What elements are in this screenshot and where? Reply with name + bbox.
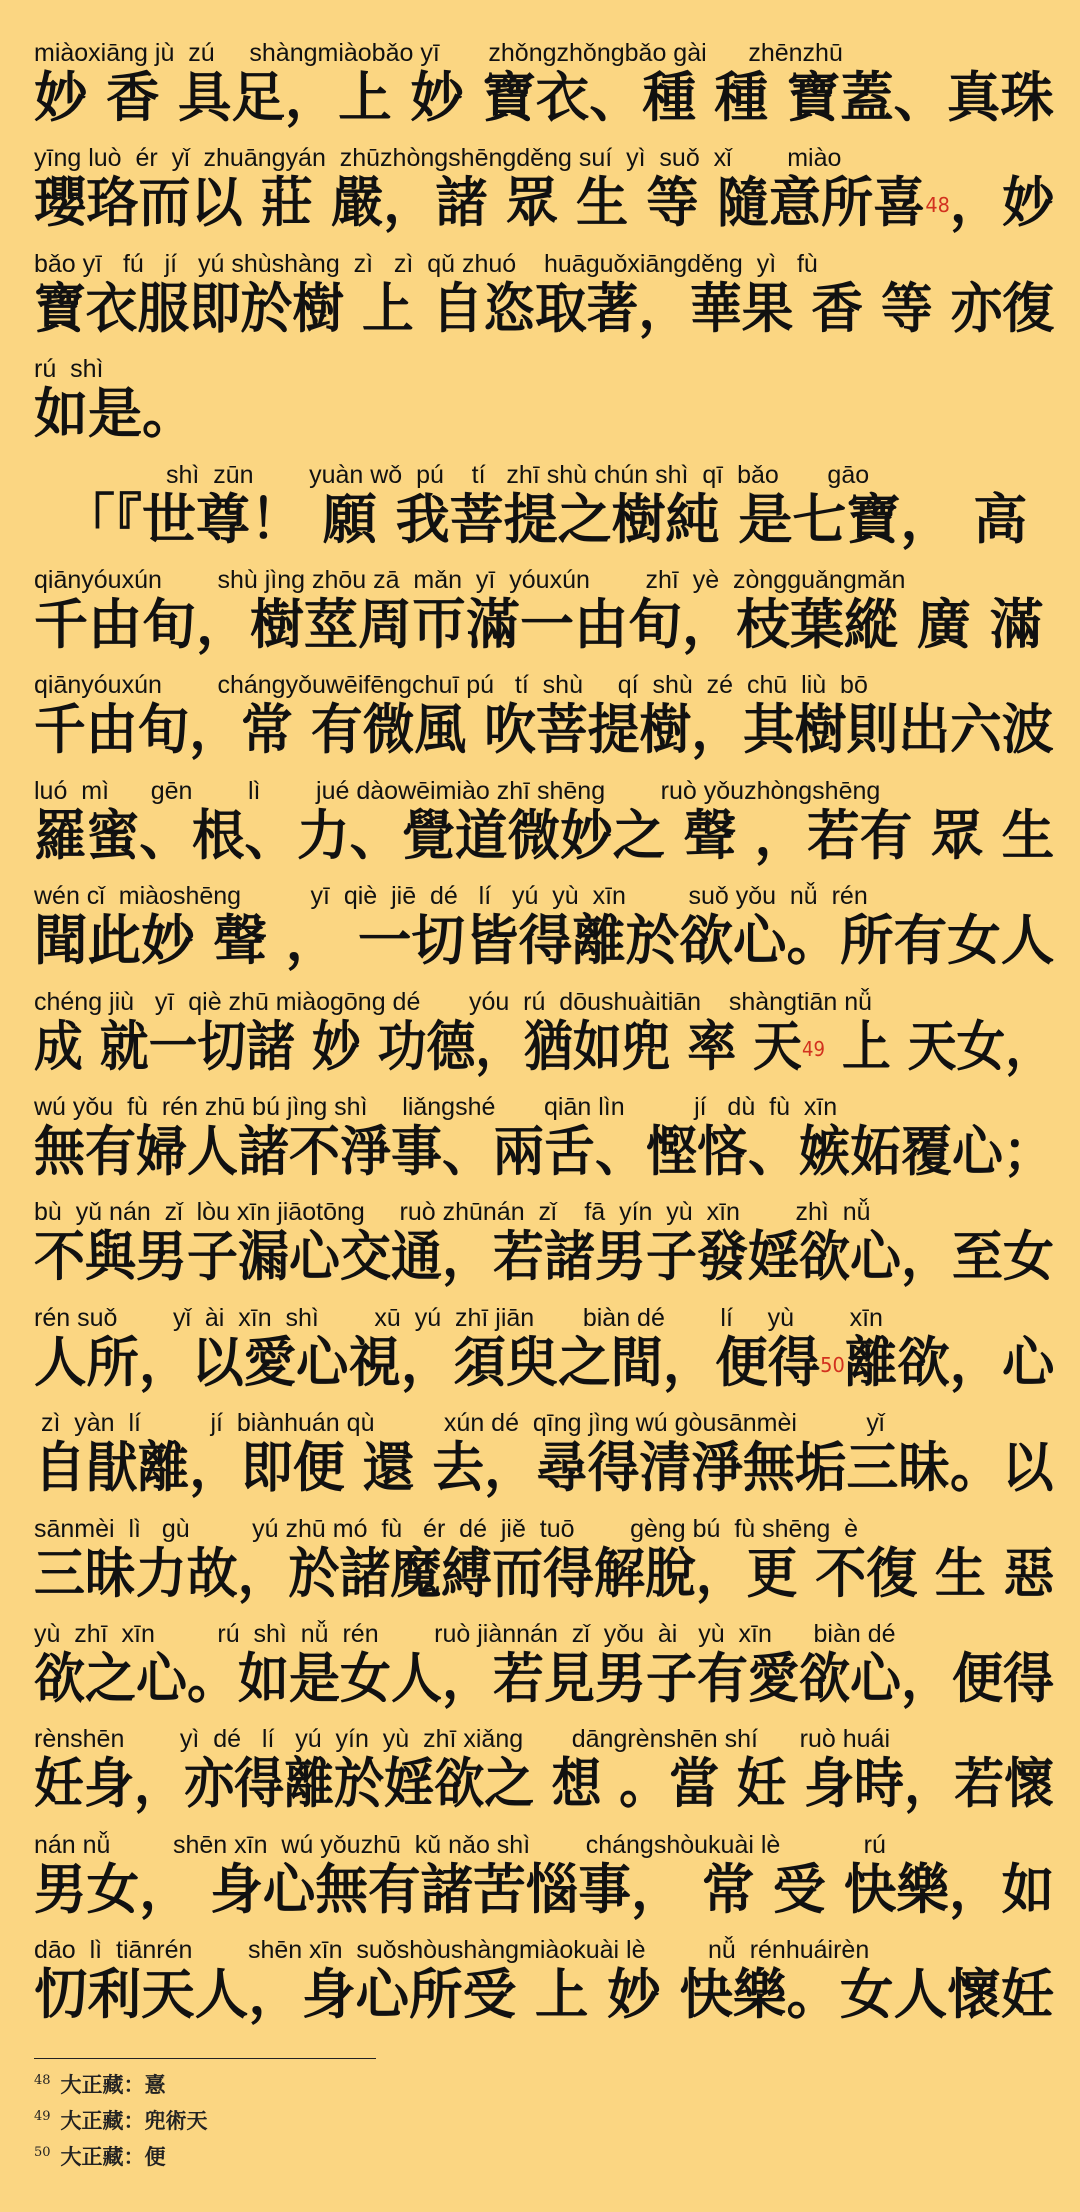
hanzi-segment: 寶衣服即於樹 上 自恣取著，華果 香 等 亦復 <box>34 277 1054 340</box>
text-line <box>0 1303 1080 1399</box>
text-line <box>0 776 1080 872</box>
text-line <box>0 1619 1080 1715</box>
hanzi-segment: 上 天女， <box>824 1015 1055 1078</box>
hanzi-text <box>34 593 1044 657</box>
text-line <box>0 881 1080 977</box>
footnote-number: 48 <box>34 2073 51 2088</box>
hanzi-text <box>34 1331 1054 1395</box>
pinyin-annotation: bǎo yī fú jí yú shùshàng zì zì qǔ zhuó huāguǒxiāngděng yì fù <box>34 250 818 278</box>
pinyin-annotation: zì yàn lí jí biànhuán qù xún dé qīng jìng wú gòusānmèi yǐ <box>34 1409 885 1437</box>
footnote-text: 大正藏：便 <box>60 2144 166 2169</box>
hanzi-text <box>34 66 1054 130</box>
pinyin-annotation: wén cǐ miàoshēng yī qiè jiē dé lí yú yù xīn suǒ yǒu nǚ rén <box>34 882 868 910</box>
hanzi-segment: 妙 香 具足，上 妙 寶衣、種 種 寶蓋、真珠 <box>34 66 1054 129</box>
footnote <box>34 2070 166 2100</box>
hanzi-segment: 成 就一切諸 妙 功德，猶如兜 率 天 <box>34 1015 802 1078</box>
pinyin-annotation: chéng jiù yī qiè zhū miàogōng dé yóu rú dōushuàitiān shàngtiān nǚ <box>34 988 873 1016</box>
text-line <box>0 460 1080 556</box>
hanzi-text <box>34 1858 1054 1922</box>
hanzi-segment: 妊身，亦得離於婬欲之 想 。當 妊 身時，若懷 <box>34 1752 1055 1815</box>
hanzi-segment: 聞此妙 聲 ， 一切皆得離於欲心。所有女人 <box>34 909 1055 972</box>
footnote-marker: 48 <box>925 193 950 217</box>
footnote-text: 大正藏：兜術天 <box>60 2108 208 2133</box>
hanzi-segment: 不與男子漏心交通，若諸男子發婬欲心，至女 <box>34 1225 1054 1288</box>
text-line <box>0 565 1080 661</box>
footnote-divider <box>34 2058 376 2059</box>
hanzi-text <box>34 171 1054 235</box>
hanzi-text <box>34 277 1054 341</box>
hanzi-segment: 如是。 <box>34 382 196 445</box>
hanzi-segment: 千由旬，常 有微風 吹菩提樹，其樹則出六波 <box>34 698 1054 761</box>
hanzi-text <box>34 1015 1054 1079</box>
footnote <box>34 2142 166 2172</box>
text-line <box>0 1724 1080 1820</box>
pinyin-annotation: luó mì gēn lì jué dàowēimiào zhī shēng ruò yǒuzhòngshēng <box>34 777 881 805</box>
text-line <box>0 1197 1080 1293</box>
pinyin-annotation: rén suǒ yǐ ài xīn shì xū yú zhī jiān biàn dé lí yù xīn <box>34 1304 883 1332</box>
text-line <box>0 38 1080 134</box>
hanzi-text <box>34 1752 1054 1816</box>
hanzi-text <box>34 382 196 446</box>
pinyin-annotation: sānmèi lì gù yú zhū mó fù ér dé jiě tuō gèng bú fù shēng è <box>34 1515 859 1543</box>
text-line <box>0 143 1080 239</box>
pinyin-annotation: wú yǒu fù rén zhū bú jìng shì liǎngshé qiān lìn jí dù fù xīn <box>34 1093 838 1121</box>
hanzi-text <box>34 488 1027 552</box>
hanzi-text <box>34 909 1054 973</box>
footnote-marker: 49 <box>801 1037 825 1061</box>
hanzi-text <box>34 1647 1054 1711</box>
text-line <box>0 1830 1080 1926</box>
hanzi-text <box>34 1225 1054 1289</box>
pinyin-annotation: dāo lì tiānrén shēn xīn suǒshòushàngmiàokuài lè nǚ rénhuáirèn <box>34 1936 870 1964</box>
hanzi-text <box>34 1120 1054 1184</box>
hanzi-text <box>34 804 1054 868</box>
pinyin-annotation: yù zhī xīn rú shì nǚ rén ruò jiànnán zǐ yǒu ài yù xīn biàn dé <box>34 1620 896 1648</box>
hanzi-segment: 無有婦人諸不淨事、兩舌、慳悋、嫉妬覆心； <box>34 1120 1054 1183</box>
hanzi-segment: 忉利天人，身心所受 上 妙 快樂。女人懷妊 <box>34 1963 1055 2026</box>
text-line <box>0 1408 1080 1504</box>
text-line <box>0 987 1080 1083</box>
pinyin-annotation: shì zūn yuàn wǒ pú tí zhī shù chún shì qī bǎo gāo <box>34 461 870 489</box>
hanzi-segment: 人所，以愛心視，須臾之間，便得 <box>34 1331 821 1394</box>
hanzi-text <box>34 1542 1054 1606</box>
hanzi-segment: 欲之心。如是女人，若見男子有愛欲心，便得 <box>34 1647 1054 1710</box>
pinyin-annotation: rènshēn yì dé lí yú yín yù zhī xiǎng dāngrènshēn shí ruò huái <box>34 1725 891 1753</box>
text-line <box>0 1935 1080 2031</box>
pinyin-annotation: bù yǔ nán zǐ lòu xīn jiāotōng ruò zhūnán zǐ fā yín yù xīn zhì nǚ <box>34 1198 871 1226</box>
hanzi-segment: 瓔珞而以 莊 嚴，諸 眾 生 等 隨意所喜 <box>34 171 926 234</box>
pinyin-annotation: qiānyóuxún shù jìng zhōu zā mǎn yī yóuxún zhī yè zòngguǎngmǎn <box>34 566 906 594</box>
hanzi-segment: 羅蜜、根、力、覺道微妙之 聲 ，若有 眾 生 <box>34 804 1055 867</box>
hanzi-text <box>34 1436 1054 1500</box>
hanzi-text <box>34 1963 1054 2027</box>
footnote-marker: 50 <box>820 1353 845 1377</box>
pinyin-annotation: nán nǚ shēn xīn wú yǒuzhū kǔ nǎo shì chángshòukuài lè rú <box>34 1831 886 1859</box>
pinyin-annotation: miàoxiāng jù zú shàngmiàobǎo yī zhǒngzhǒngbǎo gài zhēnzhū <box>34 39 843 67</box>
footnote-text: 大正藏：憙 <box>60 2072 166 2097</box>
hanzi-segment: 自猒離，即便 還 去，尋得清淨無垢三昧。以 <box>34 1436 1054 1499</box>
hanzi-segment: 千由旬，樹莖周帀滿一由旬，枝葉縱 廣 滿 <box>34 593 1044 656</box>
hanzi-segment: 三昧力故，於諸魔縛而得解脫，更 不復 生 惡 <box>34 1542 1055 1605</box>
pinyin-annotation: qiānyóuxún chángyǒuwēifēngchuī pú tí shù qí shù zé chū liù bō <box>34 671 868 699</box>
footnote-number: 49 <box>34 2109 51 2124</box>
text-line <box>0 670 1080 766</box>
hanzi-text <box>34 698 1054 762</box>
pinyin-annotation: rú shì <box>34 355 104 383</box>
hanzi-segment: ，妙 <box>949 171 1055 234</box>
text-line <box>0 1092 1080 1188</box>
text-line <box>0 249 1080 345</box>
hanzi-segment: 男女， 身心無有諸苦惱事， 常 受 快樂，如 <box>34 1858 1055 1921</box>
text-line <box>0 354 1080 450</box>
text-line <box>0 1514 1080 1610</box>
pinyin-annotation: yīng luò ér yǐ zhuāngyán zhūzhòngshēngděng suí yì suǒ xǐ miào <box>34 144 842 172</box>
footnote <box>34 2106 208 2136</box>
footnote-number: 50 <box>34 2145 51 2160</box>
hanzi-segment: 離欲，心 <box>844 1331 1055 1394</box>
hanzi-segment: 「『世尊！ 願 我菩提之樹純 是七寶， 高 <box>34 488 1028 551</box>
